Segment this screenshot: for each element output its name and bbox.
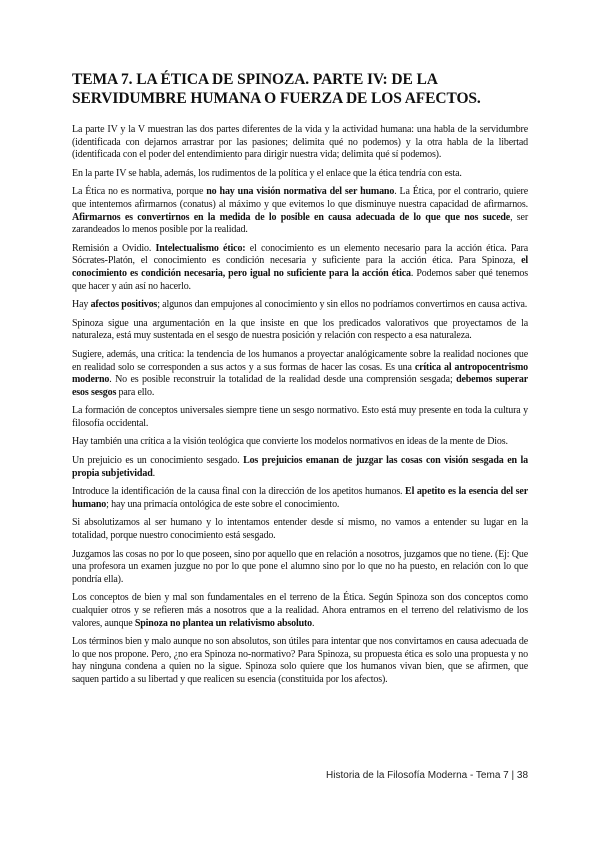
paragraph	[72, 318, 528, 343]
bold-text: no hay una visión normativa del ser humano	[206, 186, 395, 198]
text-run: La parte IV y la V muestran las dos partes diferentes de la vida y la actividad humana: una habla de la servidumbre (identificada con dejarnos arrastrar por las pasiones; delimita qué no podemos) y la otra habla de la libertad (identificada con el poder del entendimiento para dirigir nuestra vida; delimita qué sí podemos).	[72, 124, 528, 161]
text-run: Hay también una crítica a la visión teológica que convierte los modelos normativos en ideas de la mente de Dios.	[72, 436, 508, 448]
text-run: ; hay una primacía ontológica de este sobre el conocimiento.	[106, 498, 340, 510]
document-page	[72, 70, 528, 693]
paragraph	[72, 349, 528, 399]
document-body	[72, 124, 528, 687]
paragraph	[72, 168, 528, 181]
paragraph	[72, 455, 528, 480]
paragraph	[72, 124, 528, 162]
text-run: Remisión a Ovidio.	[72, 242, 156, 254]
page-footer: Historia de la Filosofía Moderna - Tema 7 | 38	[326, 770, 528, 781]
bold-text: Spinoza no plantea un relativismo absoluto	[134, 617, 313, 629]
text-run: .	[312, 617, 315, 629]
text-run: ; algunos dan empujones al conocimiento y sin ellos no podríamos convertirnos en causa activa.	[157, 299, 528, 311]
bold-text: afectos positivos	[90, 299, 158, 311]
text-run: Un prejuicio es un conocimiento sesgado.	[72, 455, 244, 467]
paragraph	[72, 405, 528, 430]
bold-text: crítica al antropocentrismo moderno	[72, 361, 528, 386]
bold-text: debemos superar esos sesgos	[72, 374, 528, 398]
text-run: para ello.	[116, 386, 155, 398]
text-run: Los términos bien y malo aunque no son absolutos, son útiles para intentar que nos convirtamos en causa adecuada de lo que nos propone. Pero, ¿no era Spinoza no-normativo? Para Spinoza, su propuesta ética es solo una propuesta y no hay ninguna condena a quien no la sigue. Spinoza solo quiere que los humanos vivan bien, que se afirmen, que saquen partido a su libertad y que realicen su esencia (constituida por los afectos).	[72, 636, 528, 685]
text-run: .	[152, 467, 155, 479]
paragraph	[72, 243, 528, 293]
bold-text: el conocimiento es condición necesaria, pero igual no suficiente para la acción ética	[72, 255, 528, 279]
bold-text: Intelectualismo ético:	[155, 242, 246, 254]
text-run: el conocimiento es un elemento necesario para la acción ética. Para Sócrates-Platón, el conocimiento es condición necesaria y suficiente para la acción ética. Para Spinoza,	[72, 242, 529, 267]
bold-text: Los prejuicios emanan de juzgar las cosas con visión sesgada en la propia subjetividad	[72, 455, 528, 479]
text-run: Sugiere, además, una crítica: la tendencia de los humanos a proyectar analógicamente sobre la realidad nociones que en realidad solo se corresponden a sus actos y a sus formas de hacer las cosas. Es una	[72, 348, 528, 373]
paragraph	[72, 517, 528, 542]
paragraph	[72, 636, 528, 686]
text-run: . No es posible reconstruir la totalidad de la realidad desde una comprensión sesgada;	[109, 374, 457, 386]
text-run: Si absolutizamos al ser humano y lo intentamos entender desde sí mismo, no vamos a entender su lugar en la totalidad, porque nuestro conocimiento está sesgado.	[72, 517, 528, 542]
page-title: TEMA 7. LA ÉTICA DE SPINOZA. PARTE IV: DE LA SERVIDUMBRE HUMANA O FUERZA DE LOS AFECTOS.	[72, 71, 481, 107]
text-run: Juzgamos las cosas no por lo que poseen, sino por aquello que en relación a nosotros, juzgamos que no tiene. (Ej: Que una profesora un examen juzgue no por lo que pone el alumno sino por lo que no ha puesto, en relación con lo que pondría ella).	[72, 548, 528, 585]
bold-text: Afirmarnos es convertirnos en la medida de lo posible en causa adecuada de lo que que nos sucede	[72, 211, 511, 223]
text-run: Hay	[72, 299, 91, 311]
paragraph	[72, 592, 528, 630]
paragraph	[72, 549, 528, 587]
text-run: En la parte IV se habla, además, los rudimentos de la política y el enlace que la ética tendría con esta.	[72, 167, 462, 179]
paragraph	[72, 186, 528, 236]
text-run: , ser zarandeados lo menos posible por la realidad.	[72, 211, 528, 236]
paragraph	[72, 486, 528, 511]
text-run: . La Ética, por el contrario, quiere que intentemos afirmarnos (conatus) al máximo y que evitemos lo que disminuye nuestra capacidad de afirmarnos.	[72, 186, 528, 210]
paragraph	[72, 299, 528, 312]
text-run: La Ética no es normativa, porque	[72, 186, 207, 198]
text-run: Los conceptos de bien y mal son fundamentales en el terreno de la Ética. Según Spinoza son dos conceptos como cualquier otros y se refieren más a nosotros que a la realidad. Ahora entramos en el terreno del relativismo de los valores, aunque	[72, 592, 528, 629]
text-run: Spinoza sigue una argumentación en la que insiste en que los predicados valorativos que proyectamos de la naturaleza, está muy sustentada en el sesgo de nuestra posición y relación con respecto a esa naturaleza.	[72, 317, 528, 342]
text-run: La formación de conceptos universales siempre tiene un sesgo normativo. Esto está muy presente en toda la cultura y filosofía occidental.	[72, 405, 528, 429]
text-run: . Podemos saber qué tenemos que hacer y aún así no hacerlo.	[72, 267, 528, 292]
bold-text: El apetito es la esencia del ser humano	[72, 486, 528, 510]
paragraph	[72, 436, 528, 449]
text-run: Introduce la identificación de la causa final con la dirección de los apetitos humanos.	[72, 486, 406, 498]
